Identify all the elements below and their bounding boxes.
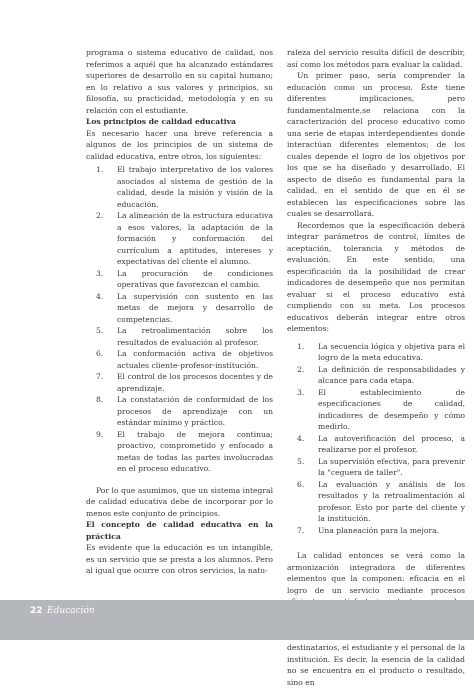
list-item: 9. El trabajo de mejora continua; proactivo, comprometido y enfocado a metas de todas las partes involucradas en el proceso educativo.	[86, 429, 273, 475]
list-item: 1. La secuencia lógica y objetiva para el logro de la meta educativa.	[287, 341, 465, 364]
list-item: 3. La procuración de condiciones operativas que favorezcan el cambio.	[86, 268, 273, 291]
list-item: 6. La conformación activa de objetivos actuales cliente-profesor-institución.	[86, 348, 273, 371]
list-item: 2. La alineación de la estructura educativa a esos valores, la adaptación de la formación y conformación del currículum a aptitudes, intereses y expectativas del cliente el alumno.	[86, 210, 273, 268]
section-heading: El concepto de calidad educativa en la práctica	[86, 519, 273, 542]
list-item: 5. La supervisión efectiva, para prevenir la "ceguera de taller".	[287, 456, 465, 479]
paragraph: programa o sistema educativo de calidad, nos referimos a aquél que ha alcanzado estándares superiores de desarrollo en su capital humano; en lo relativo a sus valores y principios, su filosofía, su practicidad, metodología y en su relación con el estudiante.	[86, 47, 273, 116]
list-item: 7. Una planeación para la mejora.	[287, 525, 465, 537]
section-name: Educación	[47, 606, 95, 616]
list-item: 5. La retroalimentación sobre los resultados de evaluación al profesor.	[86, 325, 273, 348]
elements-list	[287, 341, 465, 537]
list-item: 4. La supervisión con sustento en las metas de mejora y desarrollo de competencias.	[86, 291, 273, 326]
list-item: 6. La evaluación y análisis de los resultados y la retroalimentación al profesor. Esto por parte del cliente y la institución.	[287, 479, 465, 525]
paragraph: raleza del servicio resulta difícil de describir, así como los métodos para evaluar la calidad.	[287, 47, 465, 70]
paragraph: destinatarios, el estudiante y el personal de la institución. Es decir, la esencia de la calidad no se encuentra en el producto o resultado, sino en	[287, 631, 465, 688]
right-column	[287, 47, 465, 688]
list-item: 7. El control de los procesos docentes y de aprendizaje.	[86, 371, 273, 394]
section-heading: Los principios de calidad educativa	[86, 116, 273, 128]
paragraph: Recordemos que la especificación deberá integrar parámetros de control, límites de aceptación, tolerancia y métodos de evaluación. En este sentido, una especificación da la posibilidad de crear indicadores de desempeño que nos permitan evaluar si el proceso educativo está cumpliendo con su meta. Los procesos educativos deberán integrar entre otros elementos:	[287, 220, 465, 335]
paragraph: Es necesario hacer una breve referencia a algunos de los principios de un sistema de calidad educativa, entre otros, los siguientes:	[86, 128, 273, 163]
list-item: 4. La autoverificación del proceso, a realizarse por el profesor.	[287, 433, 465, 456]
paragraph: Es evidente que la educación es un intangible, es un servicio que se presta a los alumnos. Pero al igual que ocurre con otros servicios, la natu-	[86, 542, 273, 577]
list-item: 2. La definición de responsabilidades y alcance para cada etapa.	[287, 364, 465, 387]
list-item: 1. El trabajo interpretativo de los valores asociados al sistema de gestión de la calidad, desde la misión y visión de la educación.	[86, 164, 273, 210]
list-item: 8. La constatación de conformidad de los procesos de aprendizaje con un estándar mínimo y práctico.	[86, 394, 273, 429]
paragraph: La calidad entonces se verá como la armonización integradora de diferentes elementos que la componen: eficacia en el logro de un servicio mediante procesos	[287, 550, 465, 631]
page-number: 22	[30, 606, 43, 616]
left-column	[86, 47, 273, 577]
paragraph: Por lo que asumimos, que un sistema integral de calidad educativa debe de incorporar por lo menos este conjunto de principios.	[86, 485, 273, 520]
principles-list	[86, 164, 273, 475]
list-item: 3. El establecimiento de especificaciones de calidad, indicadores de desempeño y cómo medirlo.	[287, 387, 465, 433]
paragraph: Un primer paso, sería comprender la educación como un proceso. Éste tiene diferentes implicaciones, pero fundamentalmente,se relaciona con la caracterización del proceso educativo como una serie de etapas interdependientes donde interactúan diferentes elementos; de los cuales depende el logro de los objetivos por los que se ha diseñado y desarrollado. El aspecto de diseño es fundamental para la calidad, en el sentido de que en él se establecen las especificaciones sobre las cuales se desarrollará.	[287, 70, 465, 220]
